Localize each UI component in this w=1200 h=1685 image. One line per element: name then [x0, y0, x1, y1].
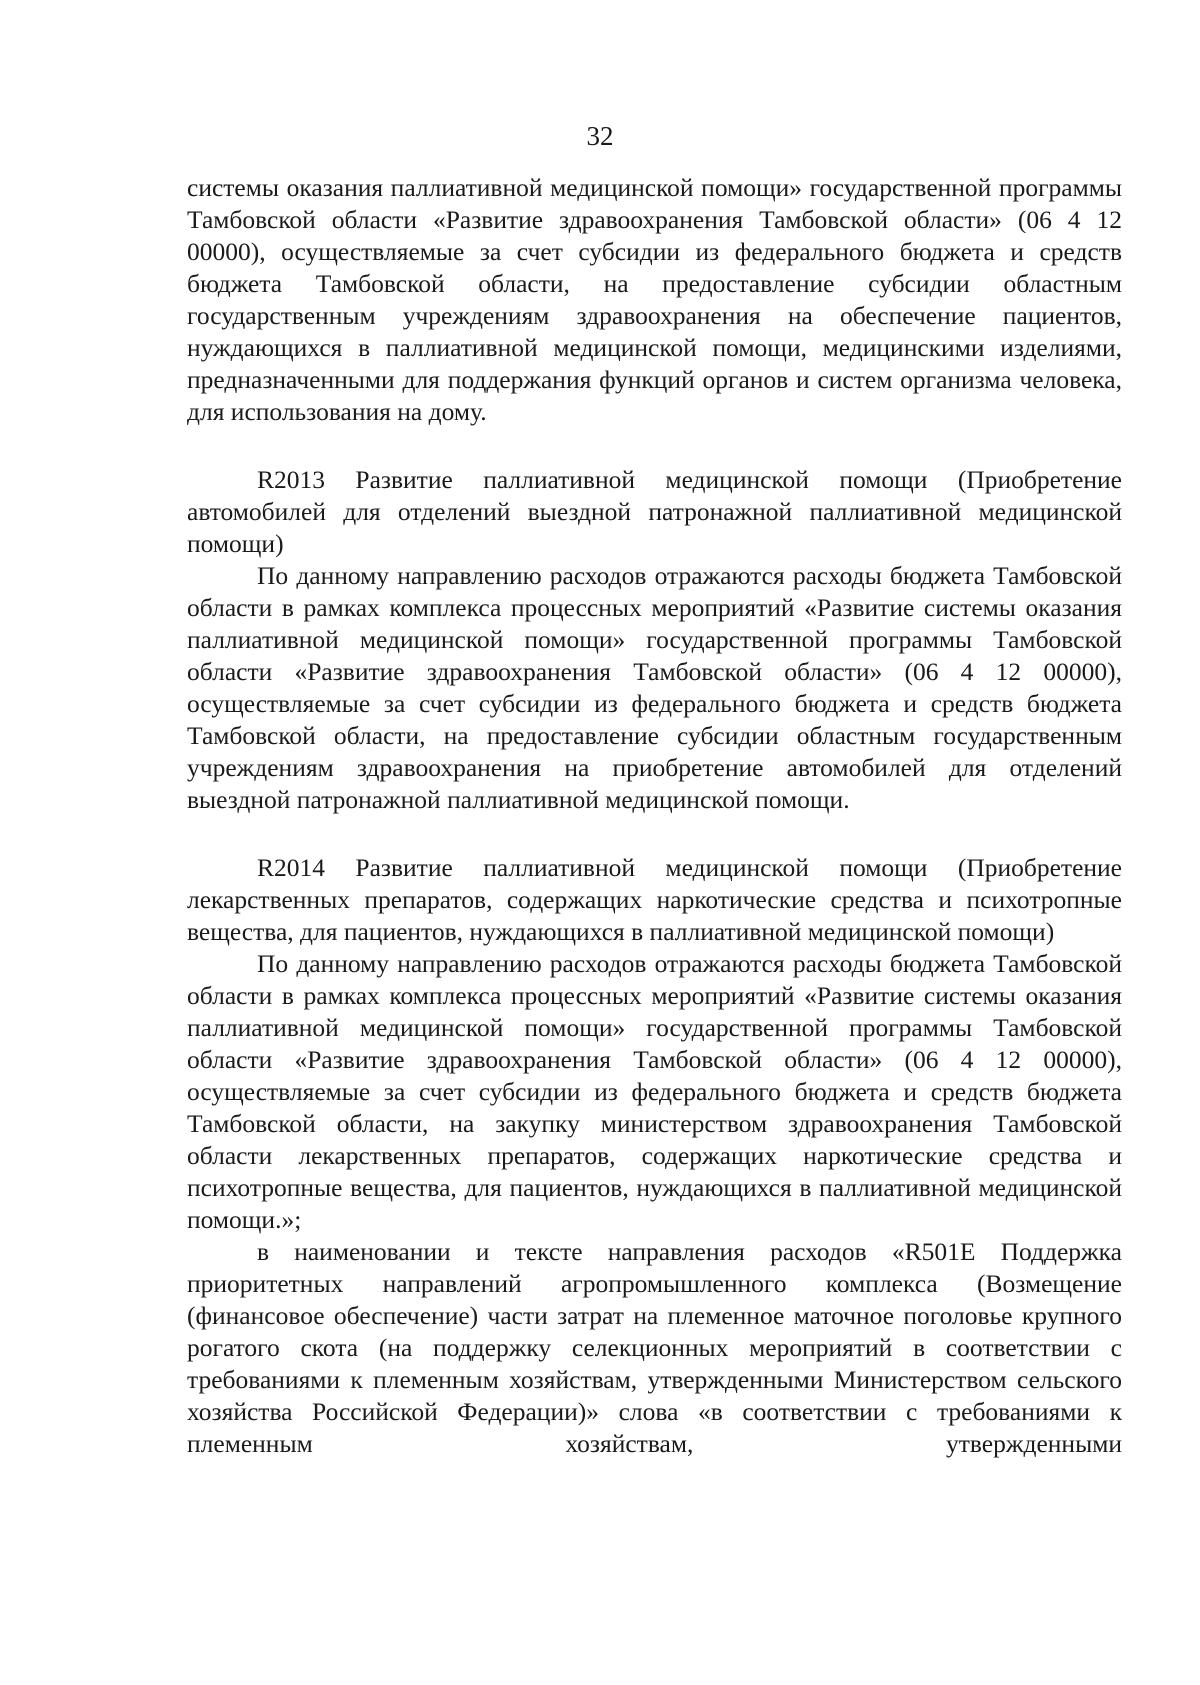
page-number: 32: [586, 121, 614, 151]
paragraph-r2013-description: По данному направлению расходов отражаются расходы бюджета Тамбовской области в рамках комплекса процессных мероприятий «Развитие системы оказания паллиативной медицинской помощи» государственной программы Тамбовской области «Развитие здравоохранения Тамбовской области» (06 4 12 00000), осуществляемые за счет субсидии из федерального бюджета и средств бюджета Тамбовской области, на предоставление субсидии областным государственным учреждениям здравоохранения на приобретение автомобилей для отделений выездной патронажной паллиативной медицинской помощи.: [187, 561, 1122, 814]
paragraph-heading-r2013: R2013 Развитие паллиативной медицинской помощи (Приобретение автомобилей для отделений выездной патронажной паллиативной медицинской помощи): [187, 465, 1122, 558]
paragraph-r501e-amendment: в наименовании и тексте направления расходов «R501E Поддержка приоритетных направлений агропромышленного комплекса (Возмещение (финансовое обеспечение) части затрат на племенное маточное поголовье крупного рогатого скота (на поддержку селекционных мероприятий в соответствии с требованиями к племенным хозяйствам, утвержденными Министерством сельского хозяйства Российской Федерации)» слова «в соответствии с требованиями к племенным хозяйствам, утвержденными: [187, 1237, 1122, 1458]
paragraph-r2014-description: По данному направлению расходов отражаются расходы бюджета Тамбовской области в рамках комплекса процессных мероприятий «Развитие системы оказания паллиативной медицинской помощи» государственной программы Тамбовской области «Развитие здравоохранения Тамбовской области» (06 4 12 00000), осуществляемые за счет субсидии из федерального бюджета и средств бюджета Тамбовской области, на закупку министерством здравоохранения Тамбовской области лекарственных препаратов, содержащих наркотические средства и психотропные вещества, для пациентов, нуждающихся в паллиативной медицинской помощи.»;: [187, 949, 1122, 1234]
paragraph-heading-r2014: R2014 Развитие паллиативной медицинской помощи (Приобретение лекарственных препаратов, содержащих наркотические средства и психотропные вещества, для пациентов, нуждающихся в паллиативной медицинской помощи): [187, 853, 1122, 946]
paragraph-continuation: системы оказания паллиативной медицинской помощи» государственной программы Тамбовской области «Развитие здравоохранения Тамбовской области» (06 4 12 00000), осуществляемые за счет субсидии из федерального бюджета и средств бюджета Тамбовской области, на предоставление субсидии областным государственным учреждениям здравоохранения на обеспечение пациентов, нуждающихся в паллиативной медицинской помощи, медицинскими изделиями, предназначенными для поддержания функций органов и систем организма человека, для использования на дому.: [187, 173, 1122, 426]
document-body: [187, 172, 1122, 1460]
